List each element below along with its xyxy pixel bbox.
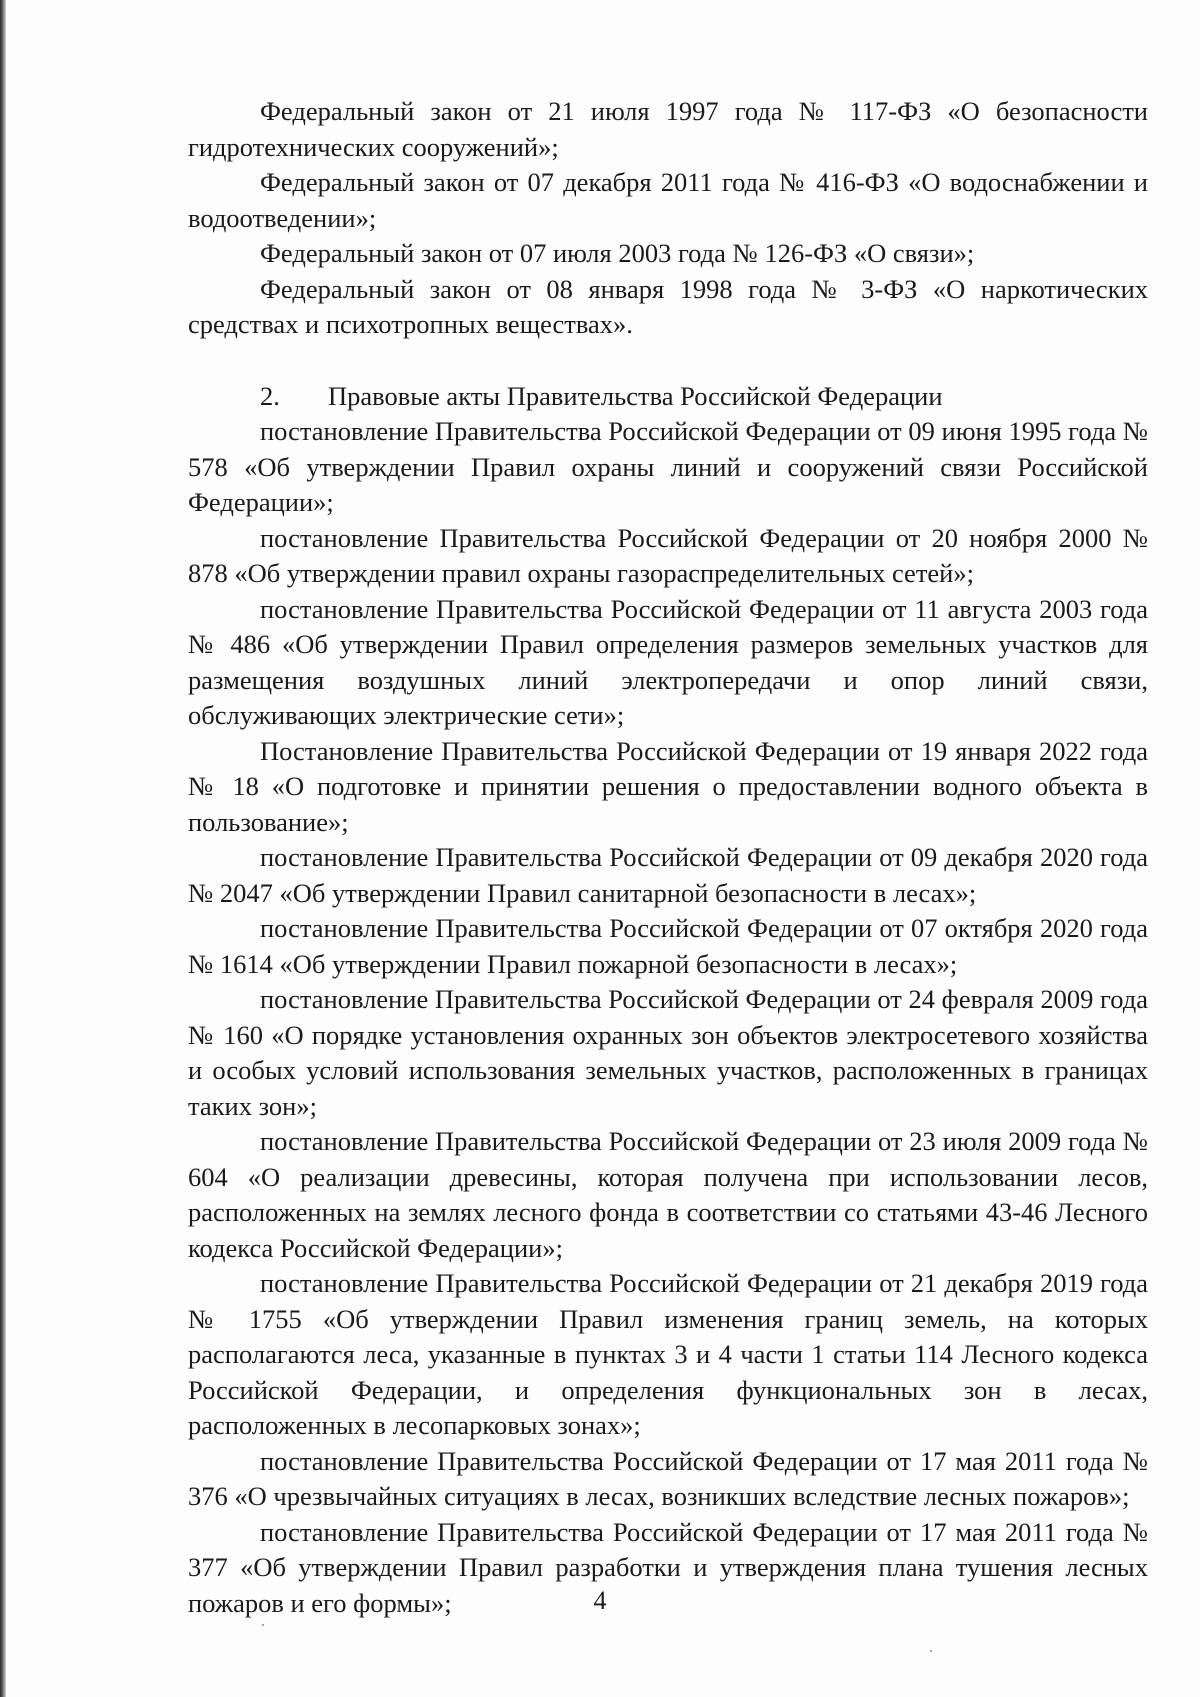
section-heading [188, 379, 1148, 415]
decree-paragraph: постановление Правительства Российской Федерации от 09 июня 1995 года № 578 «Об утверждении Правил охраны линий и сооружений связи Российской Федерации»; [188, 416, 1148, 517]
decree-paragraph: постановление Правительства Российской Федерации от 20 ноября 2000 № 878 «Об утверждении правил охраны газораспределительных сетей»; [188, 522, 1148, 588]
scan-edge-shadow [0, 0, 6, 1697]
document-body [188, 94, 1148, 1621]
decree-paragraph: постановление Правительства Российской Федерации от 09 декабря 2020 года № 2047 «Об утверждении Правил санитарной безопасности в лесах»; [188, 842, 1148, 908]
decree-paragraph: постановление Правительства Российской Федерации от 21 декабря 2019 года № 1755 «Об утверждении Правил изменения границ земель, на которых располагаются леса, указанные в пунктах 3 и 4 части 1 статьи 114 Лесного кодекса Российской Федерации, и определения функциональных зон в лесах, расположенных в лесопарковых зонах»; [188, 1268, 1148, 1440]
law-paragraph: Федеральный закон от 07 декабря 2011 года № 416-ФЗ «О водоснабжении и водоотведении»; [188, 167, 1148, 233]
page-number: 4 [593, 1586, 607, 1615]
scan-speck [930, 1650, 932, 1652]
law-paragraph: Федеральный закон от 08 января 1998 года № 3-ФЗ «О наркотических средствах и психотропных веществах». [188, 273, 1148, 339]
scan-speck [262, 1624, 264, 1626]
decree-paragraph: постановление Правительства Российской Федерации от 07 октября 2020 года № 1614 «Об утверждении Правил пожарной безопасности в лесах»; [188, 913, 1148, 979]
decree-paragraph: постановление Правительства Российской Федерации от 17 мая 2011 года № 376 «О чрезвычайных ситуациях в лесах, возникших вследствие лесных пожаров»; [188, 1445, 1148, 1511]
decree-paragraph: постановление Правительства Российской Федерации от 17 мая 2011 года № 377 «Об утверждении Правил разработки и утверждения плана тушения лесных пожаров и его формы»; [188, 1516, 1148, 1618]
decree-paragraph: постановление Правительства Российской Федерации от 11 августа 2003 года № 486 «Об утверждении Правил определения размеров земельных участков для размещения воздушных линий электропередачи и опор линий связи, обслуживающих электрические сети»; [188, 593, 1148, 730]
decree-paragraph: Постановление Правительства Российской Федерации от 19 января 2022 года № 18 «О подготовке и принятии решения о предоставлении водного объекта в пользование»; [188, 735, 1148, 837]
decree-paragraph: постановление Правительства Российской Федерации от 23 июля 2009 года № 604 «О реализации древесины, которая получена при использовании лесов, расположенных на землях лесного фонда в соответствии со статьями 43-46 Лесного кодекса Российской Федерации»; [188, 1126, 1148, 1263]
section-number: 2. [260, 380, 280, 411]
decree-paragraph: постановление Правительства Российской Федерации от 24 февраля 2009 года № 160 «О порядке установления охранных зон объектов электросетевого хозяйства и особых условий использования земельных участков, расположенных в границах таких зон»; [188, 984, 1148, 1121]
section-title: Правовые акты Правительства Российской Федерации [328, 380, 943, 411]
law-paragraph: Федеральный закон от 21 июля 1997 года № 117-ФЗ «О безопасности гидротехнических сооружений»; [188, 96, 1148, 162]
law-paragraph: Федеральный закон от 07 июля 2003 года № 126-ФЗ «О связи»; [260, 238, 975, 268]
